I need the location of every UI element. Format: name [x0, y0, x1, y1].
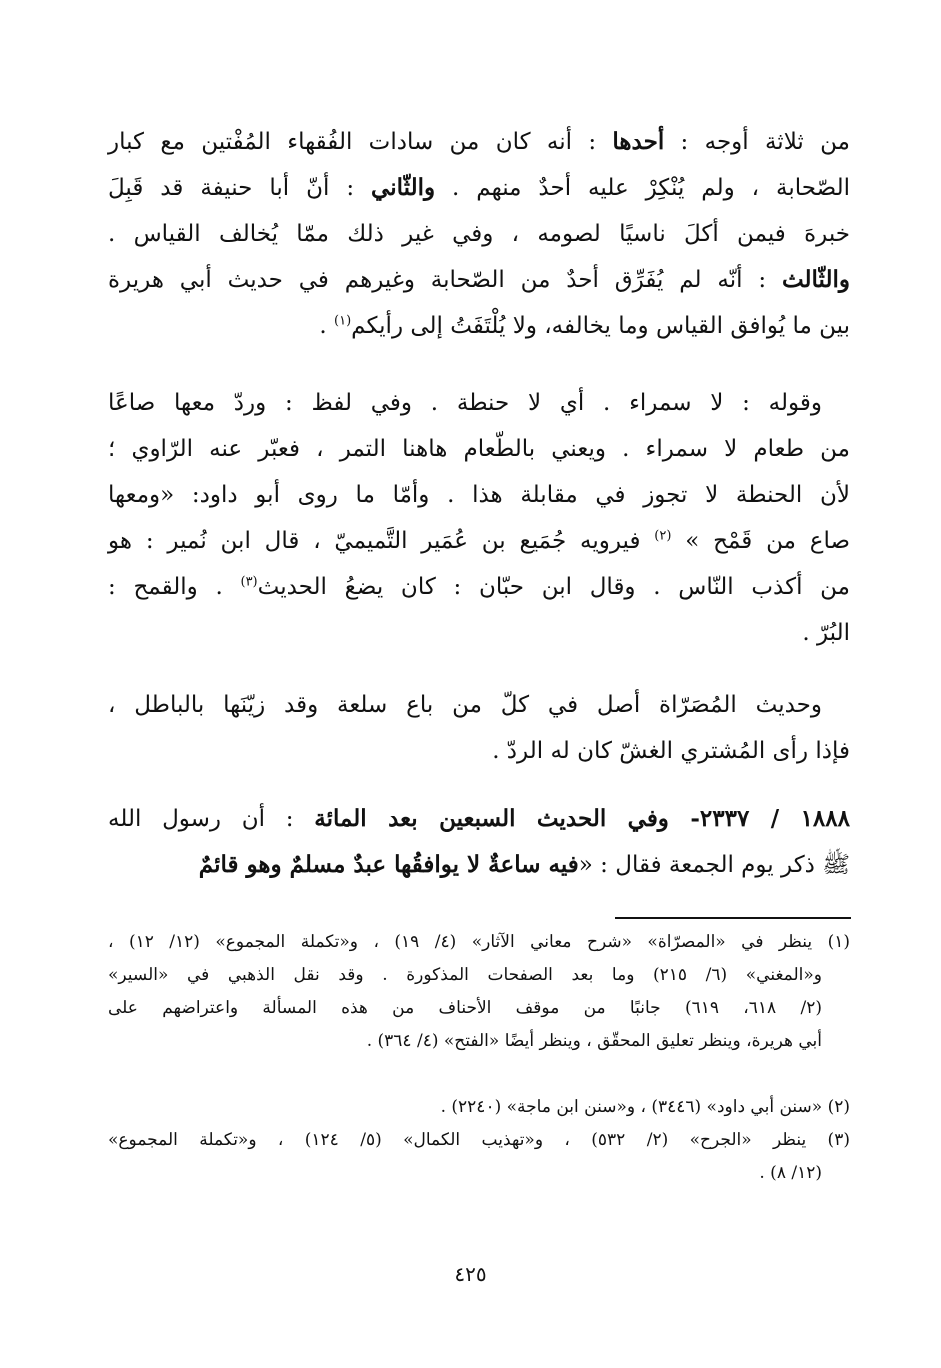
text-line	[108, 211, 850, 257]
footnote-line: (٢) «سنن أبي داود» (٣٤٤٦) ، و«سنن ابن ماجة» (٢٢٤٠) .	[440, 1097, 850, 1117]
paragraph	[108, 119, 850, 349]
footnote	[108, 1124, 850, 1190]
text-run: وقوله : لا سمراء . أي لا حنطة . وفي لفظ : وردّ معها صاعًا	[108, 390, 822, 416]
text-run: وحديث المُصَرّاة أصل في كلّ من باع سلعة وقد زيّنَها بالباطل ،	[108, 692, 822, 718]
text-line	[108, 682, 850, 728]
footnote	[108, 926, 850, 1058]
footnote	[108, 1091, 850, 1124]
footnote-separator	[615, 917, 851, 919]
text-run: الصّحابة ، ولم يُنْكِرْ عليه أحدٌ منهم .	[435, 175, 850, 201]
footnotes	[108, 926, 850, 1196]
paragraph	[108, 796, 850, 888]
text-line	[108, 303, 850, 349]
text-line	[108, 796, 850, 842]
text-line	[108, 165, 850, 211]
text-run: لأن الحنطة لا تجوز في مقابلة هذا . وأمّا ما روى أبو داود: «ومعها	[108, 482, 850, 508]
footnote-line: أبي هريرة، وينظر تعليق المحقّق ، وينظر أيضًا «الفتح» (٤/ ٣٦٤) .	[366, 1031, 822, 1051]
text-run: صاع من قَمْح »	[671, 528, 850, 554]
footnote-line: (١) ينظر في «المصرّاة» «شرح معاني الآثار» (٤/ ١٩) ، و«تكملة المجموع» (١٢/ ١٢) ،	[108, 932, 850, 952]
bold-run: ١٨٨٨ / ٢٣٣٧- وفي الحديث السبعين بعد المائة	[314, 805, 850, 832]
footnote-line: (١٢/ ٨) .	[759, 1163, 822, 1183]
text-run: . والقمح :	[108, 574, 241, 600]
bold-run: فيه ساعةٌ لا يوافقُها عبدٌ مسلمٌ وهو قائمٌ	[198, 851, 579, 878]
footnote-marker: (٣)	[240, 574, 258, 590]
text-line	[108, 610, 850, 656]
text-run: البُرّ .	[802, 620, 850, 646]
text-line	[108, 564, 850, 610]
text-run: : أنّ أبا حنيفة قد قَبِلَ	[108, 175, 372, 201]
footnote-line: (٢/ ٦١٨، ٦١٩) جانبًا من موقف الأحناف من هذه المسألة واعتراضهم على	[108, 998, 823, 1018]
page-number: ٤٢٥	[454, 1262, 487, 1286]
text-run: من أكذب النّاس . وقال ابن حبّان : كان يضعُ الحديث	[257, 574, 851, 600]
text-line	[108, 380, 850, 426]
footnote-line: (٣) ينظر «الجرح» (٢/ ٥٣٢) ، و«تهذيب الكمال» (٥/ ١٢٤) ، و«تكملة المجموع»	[108, 1130, 850, 1150]
footnote-line: و«المغني» (٦/ ٢١٥) وما بعد الصفحات المذكورة . وقد نقل الذهبي في «السير»	[108, 965, 822, 985]
text-run: من ثلاثة أوجه :	[664, 129, 850, 155]
bold-run: أحدها	[612, 128, 665, 155]
paragraph	[108, 682, 850, 774]
text-line	[108, 842, 850, 888]
text-run: بين ما يُوافق القياس وما يخالفه، ولا يُلْتَفَتُ إلى رأيكم	[351, 313, 850, 339]
text-run: : أن رسول الله	[108, 806, 315, 832]
text-run: : أنه كان من سادات الفُقهاء المُفْتين مع كبار	[108, 129, 613, 155]
paragraph	[108, 380, 850, 656]
text-line	[108, 518, 850, 564]
text-run: فيرويه جُمَيع بن عُمَير التَّميميّ ، قال ابن نُمير : هو	[108, 528, 655, 554]
text-run: فإذا رأى المُشتري الغشّ كان له الردّ .	[492, 738, 850, 764]
text-line	[108, 426, 850, 472]
text-line	[108, 119, 850, 165]
footnote-marker: (٢)	[654, 528, 672, 544]
text-run: .	[319, 313, 334, 339]
text-line	[108, 257, 850, 303]
text-line	[108, 472, 850, 518]
text-run: خبرهَ فيمن أكلَ ناسيًا لصومه ، وفي غير ذلك ممّا يُخالف القياس .	[108, 221, 850, 247]
bold-run: والثّاني	[371, 174, 436, 201]
footnote-marker: (١)	[334, 313, 352, 329]
main-text	[108, 0, 850, 920]
text-run: من طعام لا سمراء . ويعني بالطّعام هاهنا التمر ، فعبّر عنه الرّاوي ؛	[108, 436, 850, 462]
bold-run: والثّالث	[781, 266, 850, 293]
text-run: : أنّه لم يُفَرِّق أحدٌ من الصّحابة وغيرهم في حديث أبي هريرة	[108, 267, 782, 293]
text-run: ﷺ ذكر يوم الجمعة فقال : «	[578, 852, 850, 878]
text-line	[108, 728, 850, 774]
